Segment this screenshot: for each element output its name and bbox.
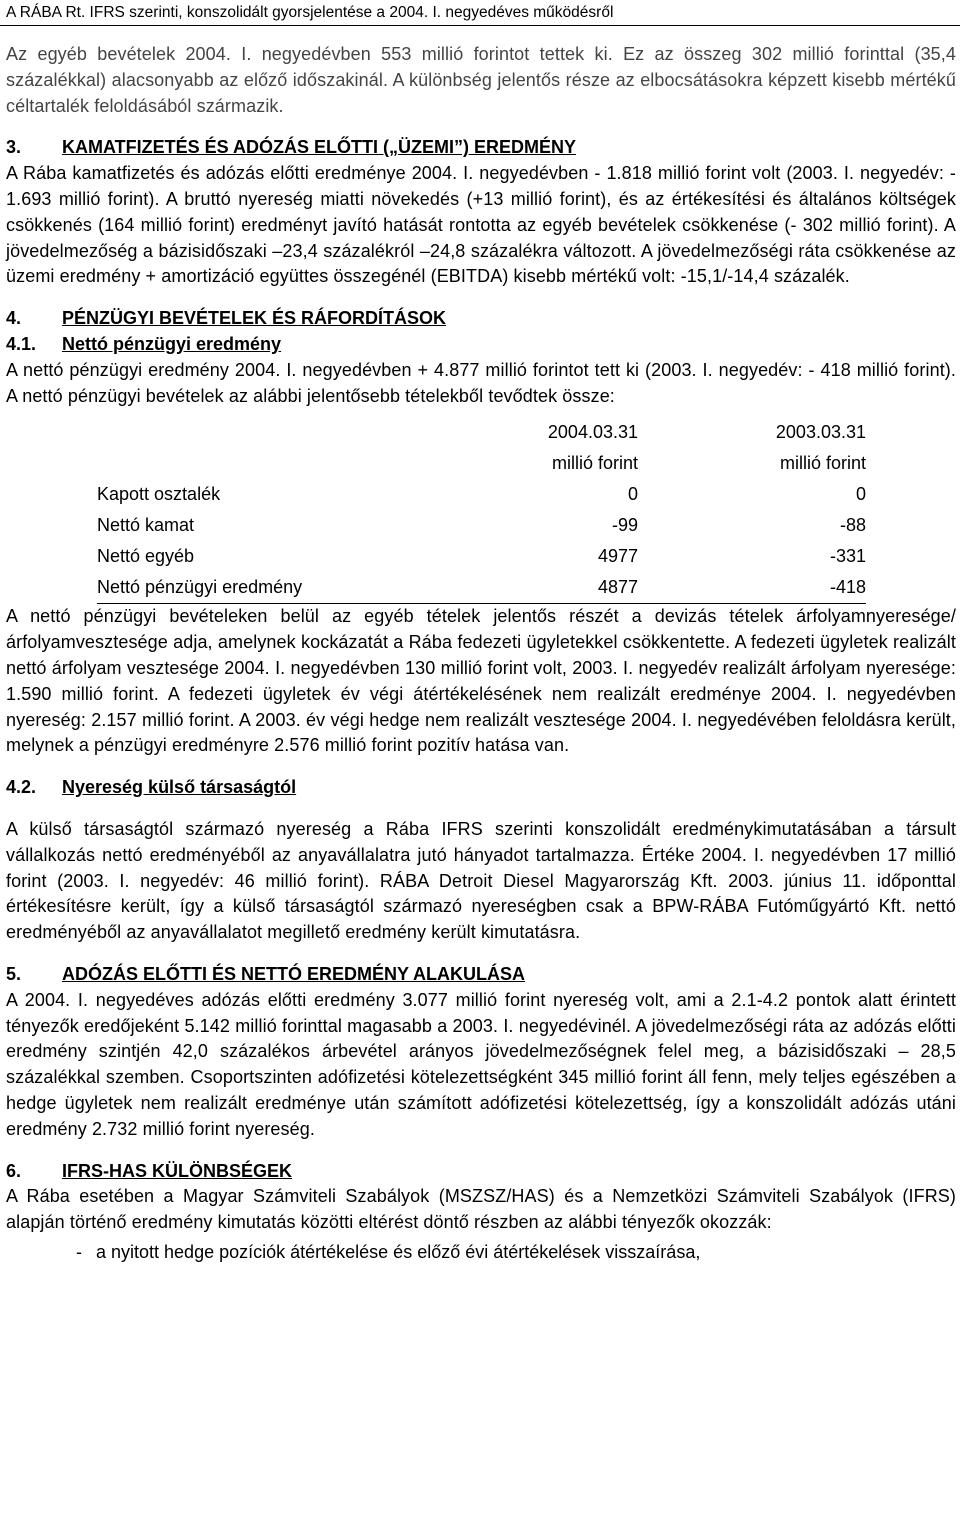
row-value-2004: 4977: [597, 546, 638, 567]
table-row: [97, 510, 866, 541]
list-item: [6, 1240, 956, 1266]
section-5-paragraph: A 2004. I. negyedéves adózás előtti eredmény 3.077 millió forint nyereség volt, ami a 2.1-4.2 pontok alatt érintett tényezők eredőjeként 5.142 millió forinttal magasabb a 2003. I. negyedévinél. A jövedelmezőségi ráta az adózás előtti eredmény szintjén 42,0 százalékos árbevétel arányos jövedelmezőségnek felel meg, a bázisidőszaki – 28,5 százalékkal szemben. Csoportszinten adófizetési kötelezettségként 345 millió forint áll fenn, mely teljes egészében a hedge ügyletek nem realizált eredménye után számított adófizetési kötelezettség, így a konszolidált adózás utáni eredmény 2.732 millió forint nyereség.: [6, 989, 956, 1139]
bullet-text: a nyitott hedge pozíciók átértékelése és előző évi átértékelések visszaírása,: [96, 1241, 701, 1262]
section-5-heading: [6, 962, 956, 988]
col-2004-date: 2004.03.31: [547, 422, 638, 443]
table-total-row: [97, 572, 866, 604]
section-4-2-title: Nyereség külső társaságtól: [62, 777, 297, 798]
section-4-1-heading: [6, 332, 956, 358]
section-4-2-heading: [6, 775, 956, 801]
col-2004-unit: millió forint: [551, 453, 638, 474]
section-4-1-number: 4.1.: [6, 333, 37, 354]
header-title: A RÁBA Rt. IFRS szerinti, konszolidált gyorsjelentése a 2004. I. negyedéves működésről: [6, 4, 614, 21]
row-label: Nettó egyéb: [97, 546, 195, 567]
row-label: Nettó pénzügyi eredmény: [97, 572, 395, 604]
section-4-1-paragraph-2: A nettó pénzügyi bevételeken belül az egyéb tételek jelentős részét a devizás tételek árfolyamnyeresége/árfolyamvesztesége adja, amelynek kockázatát a Rába fedezeti ügyletekkel csökkentette. A fedezeti ügyletek realizált nettó árfolyam vesztesége 2004. I. negyedévben 130 millió forint volt, 2003. I. negyedév realizált árfolyam nyeresége: 1.590 millió forint. A fedezeti ügyletek év végi átértékelésének nem realizált eredménye 2004. I. negyedévben nyereség: 2.157 millió forint. A 2003. év végi hedge nem realizált vesztesége 2004. I. negyedévében feloldásra került, melynek a pénzügyi eredményre 2.576 millió forint pozitív hatása van.: [6, 606, 956, 756]
row-value-2003: 0: [855, 484, 866, 505]
section-3-paragraph: A Rába kamatfizetés és adózás előtti eredménye 2004. I. negyedévben - 1.818 millió forint volt (2003. I. negyedév: - 1.693 millió forint). A bruttó nyereség miatti növekedés (+13 millió forint), és az értékesítési és általános költségek csökkenés (164 millió forint) eredményt javító hatását rontotta az egyéb bevételek csökkenése (- 302 millió forint). A jövedelmezőség a bázisidőszaki –23,4 százalékról –24,8 százalékra változott. A jövedelmezőségi ráta csökkenése az üzemi eredmény + amortizáció együttes összegénél (EBITDA) kisebb mértékű volt: -15,1/-14,4 százalék.: [6, 163, 956, 287]
section-6-title: IFRS-HAS KÜLÖNBSÉGEK: [62, 1160, 293, 1181]
financial-result-table: [97, 417, 866, 604]
col-2003-unit: millió forint: [779, 453, 866, 474]
section-6-number: 6.: [6, 1160, 22, 1181]
section-4-1-title: Nettó pénzügyi eredmény: [62, 333, 282, 354]
header-divider: [0, 25, 960, 26]
col-2003-date: 2003.03.31: [775, 422, 866, 443]
table-header-row: [97, 417, 866, 448]
row-label: Nettó kamat: [97, 515, 195, 536]
document-body: [6, 42, 956, 1266]
section-5-title: ADÓZÁS ELŐTTI ÉS NETTÓ EREDMÉNY ALAKULÁSA: [62, 963, 526, 984]
bullet-dash: -: [76, 1241, 82, 1262]
section-6-paragraph: A Rába esetében a Magyar Számviteli Szabályok (MSZSZ/HAS) és a Nemzetközi Számviteli Szabályok (IFRS) alapján történő eredmény kimutatás közötti eltérést döntő részben az alábbi tényezők okozzák:: [6, 1186, 956, 1233]
intro-paragraph: Az egyéb bevételek 2004. I. negyedévben 553 millió forintot tettek ki. Ez az összeg 302 millió forinttal (35,4 százalékkal) alacsonyabb az előző időszakinál. A különbség jelentős része az elbocsátásokra képzett kisebb mértékű céltartalék feloldásából származik.: [6, 44, 956, 116]
section-3-number: 3.: [6, 137, 22, 158]
row-value-2003: -418: [638, 572, 866, 604]
row-value-2004: 0: [627, 484, 638, 505]
page-header: [0, 0, 960, 26]
section-3-title: KAMATFIZETÉS ÉS ADÓZÁS ELŐTTI („ÜZEMI”) EREDMÉNY: [62, 137, 576, 158]
table-row: [97, 479, 866, 510]
section-4-title: PÉNZÜGYI BEVÉTELEK ÉS RÁFORDÍTÁSOK: [62, 308, 447, 329]
section-4-2-number: 4.2.: [6, 777, 37, 798]
section-6-heading: [6, 1159, 956, 1185]
row-value-2004: 4877: [395, 572, 638, 604]
table-unit-row: [97, 448, 866, 479]
section-4-number: 4.: [6, 308, 22, 329]
section-4-heading: [6, 306, 956, 332]
section-5-number: 5.: [6, 963, 22, 984]
section-4-1-paragraph-1: A nettó pénzügyi eredmény 2004. I. negyedévben + 4.877 millió forintot tett ki (2003. I. negyedév: - 418 millió forint). A nettó pénzügyi bevételek az alábbi jelentősebb tételekből tevődtek össze:: [6, 359, 956, 406]
table-row: [97, 541, 866, 572]
section-3-heading: [6, 135, 956, 161]
section-4-2-paragraph: A külső társaságtól származó nyereség a Rába IFRS szerinti konszolidált eredménykimutatásában a társult vállalkozás nettó eredményéből az anyavállalatra jutó hányadot tartalmazza. Értéke 2004. I. negyedévben 17 millió forint (2003. I. negyedév: 46 millió forint). RÁBA Detroit Diesel Magyarország Kft. 2003. június 11. időponttal értékesítésre került, így a külső társaságtól származó nyereségben csak a BPW-RÁBA Futóműgyártó Kft. nettó eredményéből az anyavállalatot megillető eredmény került kimutatásra.: [6, 818, 956, 943]
row-label: Kapott osztalék: [97, 484, 221, 505]
row-value-2004: -99: [611, 515, 638, 536]
row-value-2003: -331: [829, 546, 866, 567]
row-value-2003: -88: [839, 515, 866, 536]
